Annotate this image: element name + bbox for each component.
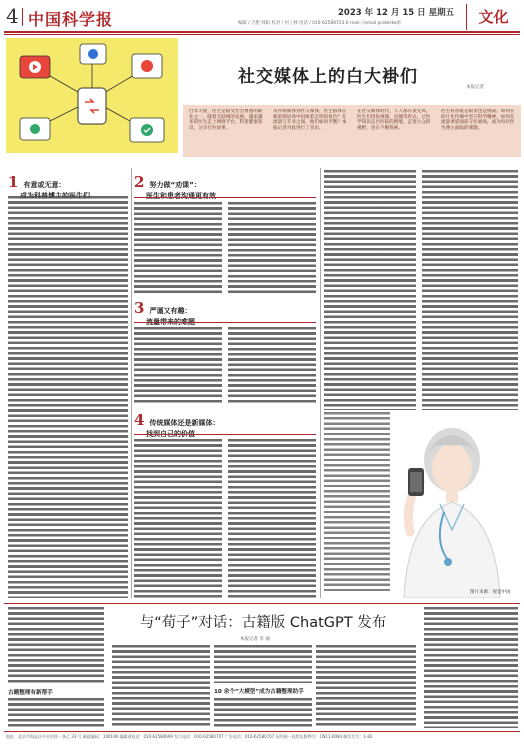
column-divider-2 xyxy=(320,168,321,598)
section-2-rule xyxy=(134,197,316,198)
column-divider-1 xyxy=(131,168,132,598)
section-3-number: 3 xyxy=(134,299,145,317)
lead-paragraph-3: 在社交媒体时代，人人都有麦克风。医生们用短视频、直播等形式，让医学知识走出医院的围墙，走进大众的视野，也在不断探索。 xyxy=(357,109,431,131)
image-credit: 图片来源：视觉中国 xyxy=(470,590,511,595)
footer-info: 地址：北京市海淀区中关村南一条乙 33 号 邮政编码：100190 编辑部电话：010-62580699 发行电话：010-62580707 广告电话：010-62580707 国内统一连续出版物号：CN11-0084 邮发代号：1-82 xyxy=(6,734,373,739)
body-column-2b xyxy=(134,327,222,405)
masthead-rule xyxy=(4,31,520,33)
lead-paragraph-4: 医生科普既是职责也是挑战。如何在碎片化传播中坚守科学精神，如何在流量诱惑面前守住底线，成为每位医生博主面临的课题。 xyxy=(441,109,515,131)
body-column-3a xyxy=(228,202,316,294)
doctor-figure xyxy=(374,412,520,598)
lead-paragraph-1: 白衣天使，医生是最受社会尊重的职业之一。随着互联网的发展，越来越多的医生走上网络平台，科普健康知识，分享行医故事。 xyxy=(189,109,263,131)
body-column-2c xyxy=(134,439,222,598)
article-headline: 社交媒体上的白大褂们 xyxy=(238,67,418,87)
article2-byline: 本报记者 李 丽 xyxy=(240,637,270,642)
section-4-subtitle: 找到自己的价值 xyxy=(146,430,195,438)
section-1-number: 1 xyxy=(8,173,19,191)
masthead-rule-thin xyxy=(4,34,520,35)
section-4-rule xyxy=(134,434,316,435)
contact-line: 编辑 / 合肥 韩阳 校对 / 何工林 电话 / 010-62580723 E-mail: [email protected] xyxy=(238,21,401,26)
article2-intro-column xyxy=(8,607,104,685)
article2-subhead-1: 古籍整理有新帮手 xyxy=(8,690,53,696)
page-number: 4 xyxy=(6,4,19,28)
article2-column-3 xyxy=(214,645,312,683)
section-4-title: 传统媒体还是新媒体： xyxy=(149,419,220,427)
article2-column-2 xyxy=(112,645,210,728)
section-1-title: 有意或无意： xyxy=(23,181,66,189)
lead-box xyxy=(183,105,521,157)
body-column-1 xyxy=(8,196,128,598)
lead-paragraph-2: 从传统媒体到社交媒体，医生群体在新的舆论场中扮演着怎样的角色？在流量与专业之间，他们如何平衡？本报记者对此进行了采访。 xyxy=(273,109,347,131)
doctor-illustration xyxy=(324,412,520,598)
article2-subhead-2: 10 余个“大模型”成为古籍整理助手 xyxy=(214,689,304,695)
newspaper-logo: 中国科学报 xyxy=(28,10,114,29)
section-label: 文化 xyxy=(466,4,520,30)
body-column-3c xyxy=(228,439,316,598)
article2-headline: 与“荀子”对话：古籍版 ChatGPT 发布 xyxy=(139,615,387,631)
article2-column-3b xyxy=(214,698,312,728)
section-3-subtitle: 流量带来的难题 xyxy=(146,318,195,326)
body-column-2a xyxy=(134,202,222,294)
center-phone-icon xyxy=(78,88,106,124)
section-3-title: 严谨又有趣： xyxy=(149,307,192,315)
section-3-rule xyxy=(134,322,316,323)
date-line: 2023 年 12 月 15 日 星期五 xyxy=(338,8,455,18)
article-byline: 本报记者 xyxy=(466,85,484,90)
social-media-illustration xyxy=(6,38,178,153)
section-2-title: 努力做“劝课”： xyxy=(149,181,201,189)
body-column-3b xyxy=(228,327,316,405)
article2-column-1 xyxy=(8,698,104,728)
article2-column-4 xyxy=(316,645,416,728)
social-media-graphic xyxy=(6,38,178,153)
masthead-divider xyxy=(22,8,23,26)
section-2-number: 2 xyxy=(134,173,145,191)
section-2-subtitle: 医生和患者沟通更有效 xyxy=(146,192,216,200)
body-column-4 xyxy=(324,170,416,410)
article-separator xyxy=(4,603,520,604)
footer-rule xyxy=(4,731,520,732)
section-4-number: 4 xyxy=(134,411,145,429)
body-column-5 xyxy=(422,170,518,410)
article2-column-5 xyxy=(424,607,518,728)
